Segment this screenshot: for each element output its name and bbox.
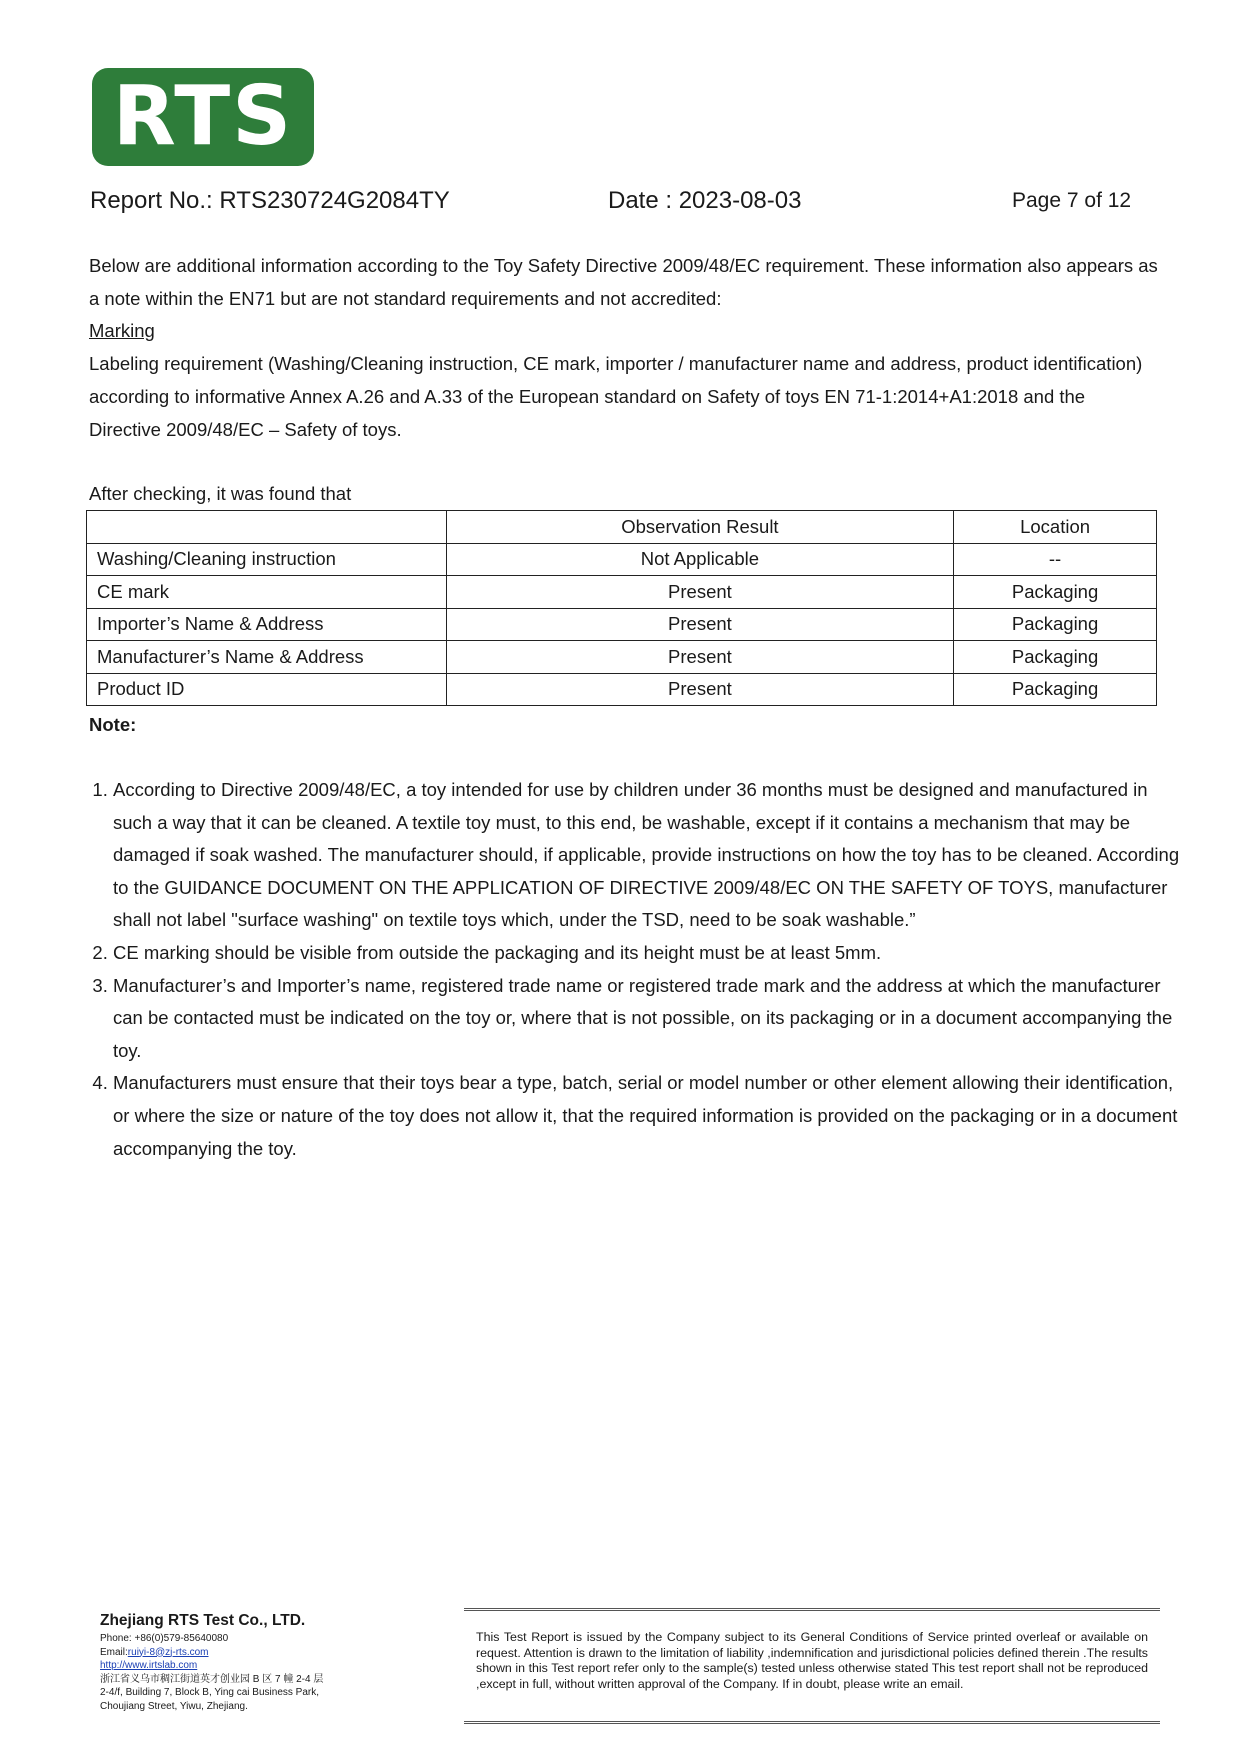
intro-section [89, 250, 1159, 446]
report-date: Date : 2023-08-03 [608, 187, 802, 214]
table-row [87, 576, 1157, 609]
footer-divider-bottom [464, 1721, 1160, 1724]
table-cell-location: Packaging [954, 608, 1157, 641]
table-row [87, 641, 1157, 674]
note-item: 3. Manufacturer’s and Importer’s name, registered trade name or registered trade mark and the address at which the manufacturer can be contacted must be indicated on the toy or, where that is not possible, on its packaging or in a document accompanying the toy. [113, 970, 1183, 1068]
labeling-paragraph: Labeling requirement (Washing/Cleaning instruction, CE mark, importer / manufacturer name and address, product identification) according to informative Annex A.26 and A.33 of the European standard on Safety of toys EN 71-1:2014+A1:2018 and the Directive 2009/48/EC – Safety of toys. [89, 353, 1143, 440]
note-title: Note: [89, 714, 137, 735]
table-cell-location: -- [954, 543, 1157, 576]
note-item: 2. CE marking should be visible from outside the packaging and its height must be at least 5mm. [113, 937, 1183, 970]
note-item: 4. Manufacturers must ensure that their toys bear a type, batch, serial or model number or other element allowing their identification, or where the size or nature of the toy does not allow it, that the required information is provided on the packaging or in a document accompanying the toy. [113, 1067, 1183, 1165]
footer-address-cn: 浙江省义乌市稠江街道英才创业园 B 区 7 幢 2-4 层 [100, 1673, 324, 1685]
table-cell-location: Packaging [954, 576, 1157, 609]
report-number: Report No.: RTS230724G2084TY [90, 187, 450, 214]
logo-text: RTS [112, 69, 294, 164]
table-cell-location: Packaging [954, 673, 1157, 706]
table-cell-item: Manufacturer’s Name & Address [87, 641, 447, 674]
table-cell-item: Importer’s Name & Address [87, 608, 447, 641]
footer-phone: Phone: +86(0)579-85640080 [100, 1633, 229, 1644]
table-cell-item: CE mark [87, 576, 447, 609]
table-header-cell [87, 511, 447, 544]
table-header-row [87, 511, 1157, 544]
table-header-cell: Location [954, 511, 1157, 544]
footer-email-label: Email: [100, 1646, 128, 1658]
footer-website-link[interactable]: http://www.irtslab.com [100, 1660, 198, 1671]
footer-divider-top [464, 1608, 1160, 1611]
footer-address-en-1: 2-4/f, Building 7, Block B, Ying cai Business Park, [100, 1687, 319, 1698]
footer-email-line [100, 1646, 430, 1660]
footer-company-name: Zhejiang RTS Test Co., LTD. [100, 1612, 306, 1629]
table-cell-result: Present [446, 641, 953, 674]
table-cell-item: Product ID [87, 673, 447, 706]
marking-heading: Marking [89, 320, 155, 342]
footer-contact [100, 1611, 430, 1713]
table-cell-result: Not Applicable [446, 543, 953, 576]
table-cell-location: Packaging [954, 641, 1157, 674]
table-header-cell: Observation Result [446, 511, 953, 544]
table-cell-item: Washing/Cleaning instruction [87, 543, 447, 576]
footer-address-en-2: Choujiang Street, Yiwu, Zhejiang. [100, 1700, 248, 1712]
after-checking-text: After checking, it was found that [89, 483, 352, 504]
table-row [87, 608, 1157, 641]
notes-list [89, 774, 1183, 1165]
page-number: Page 7 of 12 [1012, 189, 1132, 212]
footer-email-link[interactable]: ruiyi-8@zj-rts.com [127, 1646, 209, 1658]
intro-paragraph: Below are additional information according to the Toy Safety Directive 2009/48/EC requirement. These information also appears as a note within the EN71 but are not standard requirements and not accredited: [89, 255, 1158, 309]
observation-table [86, 510, 1157, 706]
table-cell-result: Present [446, 576, 953, 609]
note-item: 1. According to Directive 2009/48/EC, a toy intended for use by children under 36 months must be designed and manufactured in such a way that it can be cleaned. A textile toy must, to this end, be washable, except if it contains a mechanism that may be damaged if soak washed. The manufacturer should, if applicable, provide instructions on how the toy has to be cleaned. According to the GUIDANCE DOCUMENT ON THE APPLICATION OF DIRECTIVE 2009/48/EC ON THE SAFETY OF TOYS, manufacturer shall not label "surface washing" on textile toys which, under the TSD, need to be soak washable.” [113, 774, 1183, 937]
rts-logo [92, 68, 314, 166]
table-row [87, 543, 1157, 576]
table-cell-result: Present [446, 608, 953, 641]
table-row [87, 673, 1157, 706]
footer-disclaimer: This Test Report is issued by the Company subject to its General Conditions of Service printed overleaf or available on request. Attention is drawn to the limitation of liability ,indemnification and jurisdictional policies defined therein .The results shown in this Test report refer only to the sample(s) tested unless otherwise stated This test report shall not be reproduced ,except in full, without written approval of the Company. If in doubt, please write an email. [476, 1630, 1148, 1691]
table-cell-result: Present [446, 673, 953, 706]
